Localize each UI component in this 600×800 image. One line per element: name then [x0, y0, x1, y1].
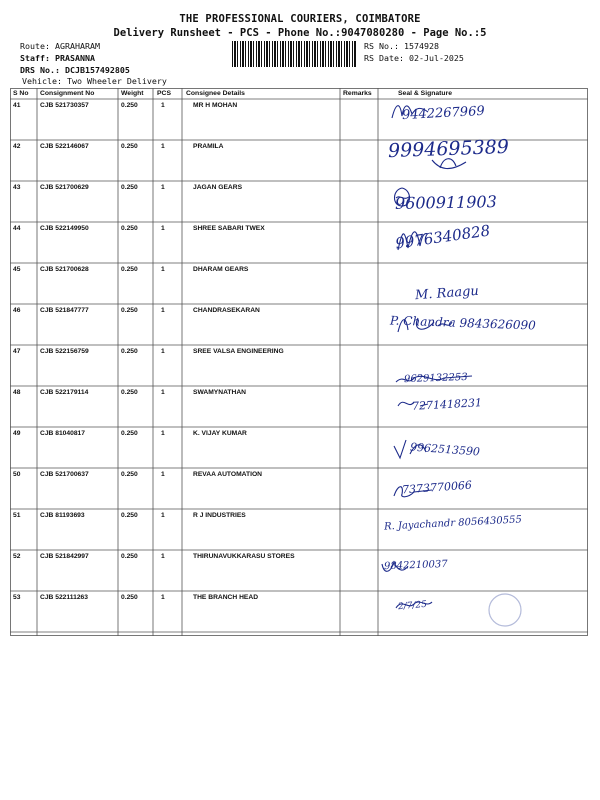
row-consignment-no: CJB 521842997: [40, 553, 89, 560]
row-weight: 0.250: [121, 184, 138, 191]
row-signature: 9994695389: [387, 135, 510, 163]
company-stamp: [485, 590, 525, 630]
row-weight: 0.250: [121, 307, 138, 314]
col-header-signature: Seal & Signature: [398, 90, 453, 97]
delivery-table: [10, 88, 588, 636]
staff-value: PRASANNA: [54, 53, 95, 63]
signature-scribble: [392, 436, 432, 462]
col-header-consignee: Consignee Details: [186, 90, 245, 97]
signature-scribble: [394, 372, 474, 388]
row-sno: 46: [13, 307, 21, 314]
row-sno: 43: [13, 184, 21, 191]
row-weight: 0.250: [121, 143, 138, 150]
row-signature: R. Jayachandr 8056430555: [383, 514, 523, 533]
row-consignee: SHREE SABARI TWEX: [193, 225, 265, 232]
staff-line: Staff: PRASANNA: [20, 53, 95, 63]
row-consignment-no: CJB 521730357: [40, 102, 89, 109]
vehicle-line: Vehicle: Two Wheeler Delivery: [22, 76, 167, 86]
row-pcs: 1: [161, 225, 165, 232]
rs-no-value: 1574928: [403, 41, 439, 51]
row-weight: 0.250: [121, 594, 138, 601]
signature-scribble: [430, 154, 470, 174]
row-signature: 2/7/25: [397, 599, 428, 613]
row-consignment-no: CJB 521847777: [40, 307, 89, 314]
row-pcs: 1: [161, 512, 165, 519]
row-pcs: 1: [161, 594, 165, 601]
row-weight: 0.250: [121, 225, 138, 232]
drs-value: DCJB157492805: [64, 65, 130, 75]
row-consignee: THE BRANCH HEAD: [193, 594, 259, 601]
row-sno: 51: [13, 512, 21, 519]
row-weight: 0.250: [121, 430, 138, 437]
signature-scribble: [390, 100, 430, 122]
row-consignee: K. VIJAY KUMAR: [193, 430, 247, 437]
row-weight: 0.250: [121, 471, 138, 478]
row-sno: 50: [13, 471, 21, 478]
row-sno: 49: [13, 430, 21, 437]
rs-date-value: 02-Jul-2025: [408, 53, 464, 63]
signature-scribble: [390, 184, 414, 210]
row-consignment-no: CJB 81193693: [40, 512, 85, 519]
row-consignment-no: CJB 521700629: [40, 184, 89, 191]
route-line: Route: AGRAHARAM: [20, 41, 100, 51]
row-pcs: 1: [161, 266, 165, 273]
route-value: AGRAHARAM: [54, 41, 100, 51]
row-consignment-no: CJB 522149950: [40, 225, 89, 232]
drs-line: DRS No.: DCJB157492805: [20, 65, 130, 75]
row-signature: P. Chandra 9843626090: [389, 313, 537, 333]
row-pcs: 1: [161, 307, 165, 314]
table-grid: [10, 88, 588, 636]
row-signature: 9442267969: [401, 103, 486, 124]
rs-date-line: RS Date: 02-Jul-2025: [364, 53, 464, 63]
col-header-pcs: PCS: [157, 90, 171, 97]
row-signature: 9600911903: [394, 192, 497, 213]
row-consignee: THIRUNAVUKKARASU STORES: [193, 553, 295, 560]
row-consignee: R J INDUSTRIES: [193, 512, 246, 519]
row-pcs: 1: [161, 102, 165, 109]
row-signature: 9976340828: [394, 221, 492, 253]
row-sno: 52: [13, 553, 21, 560]
col-header-remarks: Remarks: [343, 90, 372, 97]
row-sno: 44: [13, 225, 21, 232]
row-pcs: 1: [161, 471, 165, 478]
row-consignee: JAGAN GEARS: [193, 184, 243, 191]
row-consignment-no: CJB 521700637: [40, 471, 89, 478]
runsheet-title: Delivery Runsheet - PCS - Phone No.:9047080280 - Page No.:5: [113, 27, 487, 39]
company-title: THE PROFESSIONAL COURIERS, COIMBATORE: [179, 13, 421, 25]
signature-scribble: [394, 394, 434, 412]
row-consignment-no: CJB 81040817: [40, 430, 85, 437]
row-consignee: CHANDRASEKARAN: [193, 307, 260, 314]
col-header-sno: S No: [13, 90, 29, 97]
row-consignee: PRAMILA: [193, 143, 224, 150]
row-weight: 0.250: [121, 348, 138, 355]
row-sno: 45: [13, 266, 21, 273]
row-signature: 9962513590: [409, 440, 481, 459]
row-consignee: MR H MOHAN: [193, 102, 238, 109]
signature-scribble: [380, 558, 410, 576]
row-pcs: 1: [161, 553, 165, 560]
row-weight: 0.250: [121, 102, 138, 109]
row-consignment-no: CJB 522111263: [40, 594, 88, 601]
row-consignment-no: CJB 522179114: [40, 389, 89, 396]
col-header-weight: Weight: [121, 90, 144, 97]
row-consignment-no: CJB 522156759: [40, 348, 89, 355]
row-weight: 0.250: [121, 512, 138, 519]
row-consignment-no: CJB 521700628: [40, 266, 89, 273]
row-weight: 0.250: [121, 389, 138, 396]
row-consignee: DHARAM GEARS: [193, 266, 249, 273]
row-signature: 7373770066: [401, 478, 473, 497]
signature-scribble: [390, 482, 434, 500]
row-pcs: 1: [161, 430, 165, 437]
row-pcs: 1: [161, 389, 165, 396]
row-sno: 41: [13, 102, 21, 109]
row-sno: 48: [13, 389, 21, 396]
row-consignee: REVAA AUTOMATION: [193, 471, 262, 478]
row-signature: M. Raagu: [414, 283, 480, 304]
row-pcs: 1: [161, 348, 165, 355]
row-pcs: 1: [161, 184, 165, 191]
row-weight: 0.250: [121, 266, 138, 273]
vehicle-value: Two Wheeler Delivery: [66, 76, 167, 86]
signature-scribble: [394, 222, 430, 254]
rs-no-line: RS No.: 1574928: [364, 41, 439, 51]
row-consignee: SREE VALSA ENGINEERING: [193, 348, 284, 355]
row-signature: 7271418231: [411, 396, 483, 413]
row-weight: 0.250: [121, 553, 138, 560]
row-signature: 9842210037: [383, 558, 448, 573]
row-sno: 47: [13, 348, 21, 355]
row-pcs: 1: [161, 143, 165, 150]
row-signature: 9629132253: [403, 371, 468, 386]
signature-scribble: [394, 312, 454, 336]
row-consignee: SWAMYNATHAN: [193, 389, 246, 396]
row-sno: 42: [13, 143, 21, 150]
signature-scribble: [394, 596, 434, 614]
row-consignment-no: CJB 522146067: [40, 143, 89, 150]
col-header-consignment: Consignment No: [40, 90, 95, 97]
row-sno: 53: [13, 594, 21, 601]
barcode-image: [232, 41, 357, 67]
